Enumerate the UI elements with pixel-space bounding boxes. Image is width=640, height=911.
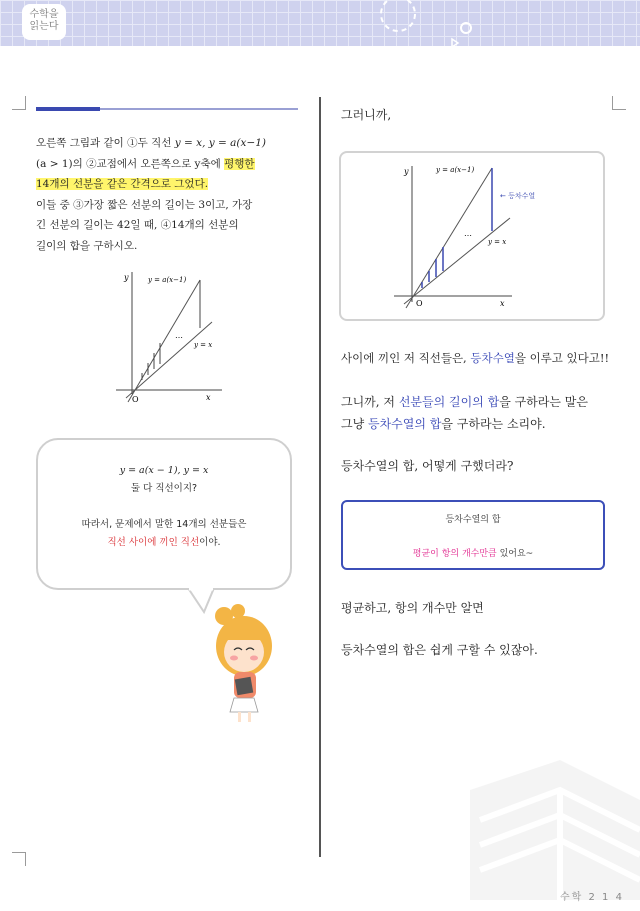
formula-box bbox=[341, 500, 605, 570]
line-a-label: y = a(x−1) bbox=[148, 276, 187, 284]
section-rule-accent bbox=[36, 107, 100, 111]
x-axis-label: x bbox=[500, 299, 505, 308]
pink-emphasis: 평균이 항의 개수만큼 bbox=[412, 549, 497, 559]
logo-line-2: 읽는다 bbox=[29, 21, 59, 32]
page-footer bbox=[560, 888, 624, 903]
character-illustration bbox=[212, 598, 278, 726]
red-emphasis: 직선 사이에 끼인 직선 bbox=[107, 537, 200, 548]
formula-body: 평균이 항의 개수만큼 있어요~ bbox=[412, 549, 534, 559]
line-x-label: y = x bbox=[488, 238, 507, 246]
question-text: 등차수열의 합, 어떻게 구했더라? bbox=[341, 459, 514, 473]
crop-mark bbox=[12, 96, 26, 110]
footer-subject: 수학 bbox=[560, 892, 584, 903]
ellipsis: … bbox=[464, 229, 472, 238]
ellipsis: … bbox=[175, 331, 183, 340]
header-decoration bbox=[0, 0, 640, 60]
explanation-2: 그니까, 저 선분들의 길이의 합을 구하라는 말은 bbox=[341, 395, 588, 409]
formula-title: 등차수열의 합 bbox=[445, 515, 501, 525]
y-axis-label: y bbox=[124, 273, 129, 282]
highlight-parallel: 평행한 bbox=[224, 157, 255, 170]
explanation-3: 그냥 등차수열의 합을 구하라는 소리야. bbox=[341, 417, 546, 431]
conclusion-1: 평균하고, 항의 개수만 알면 bbox=[341, 601, 484, 615]
decorative-shape bbox=[440, 760, 640, 900]
explanation-1: 사이에 끼인 저 직선들은, 등차수열을 이루고 있다고!! bbox=[341, 351, 610, 365]
line-x-label: y = x bbox=[194, 341, 213, 349]
column-divider bbox=[319, 97, 321, 857]
emphasis-segment-sum: 선분들의 길이의 합 bbox=[398, 395, 500, 409]
problem-text: 오른쪽 그림과 같이 ①두 직선 y = x, y = a(x−1) (a > 1)의 ②교점에서 오른쪽으로 y축에 평행한 14개의 선분을 같은 간격으로 그었다. 이들 중 ③가장 짧은 선분의 길이는 3이고, 가장 긴 선분의 길이는 42일 때, ④14개의 선분의 길이의 합을 구하시오. bbox=[36, 137, 267, 252]
crop-mark bbox=[612, 96, 626, 110]
highlight-segments: 14개의 선분을 같은 간격으로 그었다. bbox=[36, 178, 209, 190]
x-axis-label: x bbox=[206, 393, 211, 402]
y-axis-label: y bbox=[404, 167, 409, 176]
origin-label: O bbox=[132, 395, 139, 404]
arithmetic-graph bbox=[392, 160, 552, 310]
problem-graph bbox=[110, 268, 230, 410]
intro-text: 그러니까, bbox=[341, 108, 392, 122]
origin-label: O bbox=[416, 299, 423, 308]
page-number: 2 1 4 bbox=[588, 892, 624, 903]
sequence-annotation: ← 등차수열 bbox=[500, 192, 536, 200]
emphasis-series-sum: 등차수열의 합 bbox=[368, 417, 442, 431]
emphasis-sequence: 등차수열 bbox=[470, 351, 515, 365]
logo-line-1: 수학을 bbox=[29, 9, 59, 20]
bubble-text: y = a(x − 1), y = x 둘 다 직선이지? 따라서, 문제에서 말한 14개의 선분들은 직선 사이에 끼인 직선이야. bbox=[81, 465, 247, 548]
crop-mark bbox=[12, 852, 26, 866]
conclusion-2: 등차수열의 합은 쉽게 구할 수 있잖아. bbox=[341, 643, 538, 657]
line-a-label: y = a(x−1) bbox=[436, 166, 475, 174]
book-logo bbox=[22, 4, 66, 40]
